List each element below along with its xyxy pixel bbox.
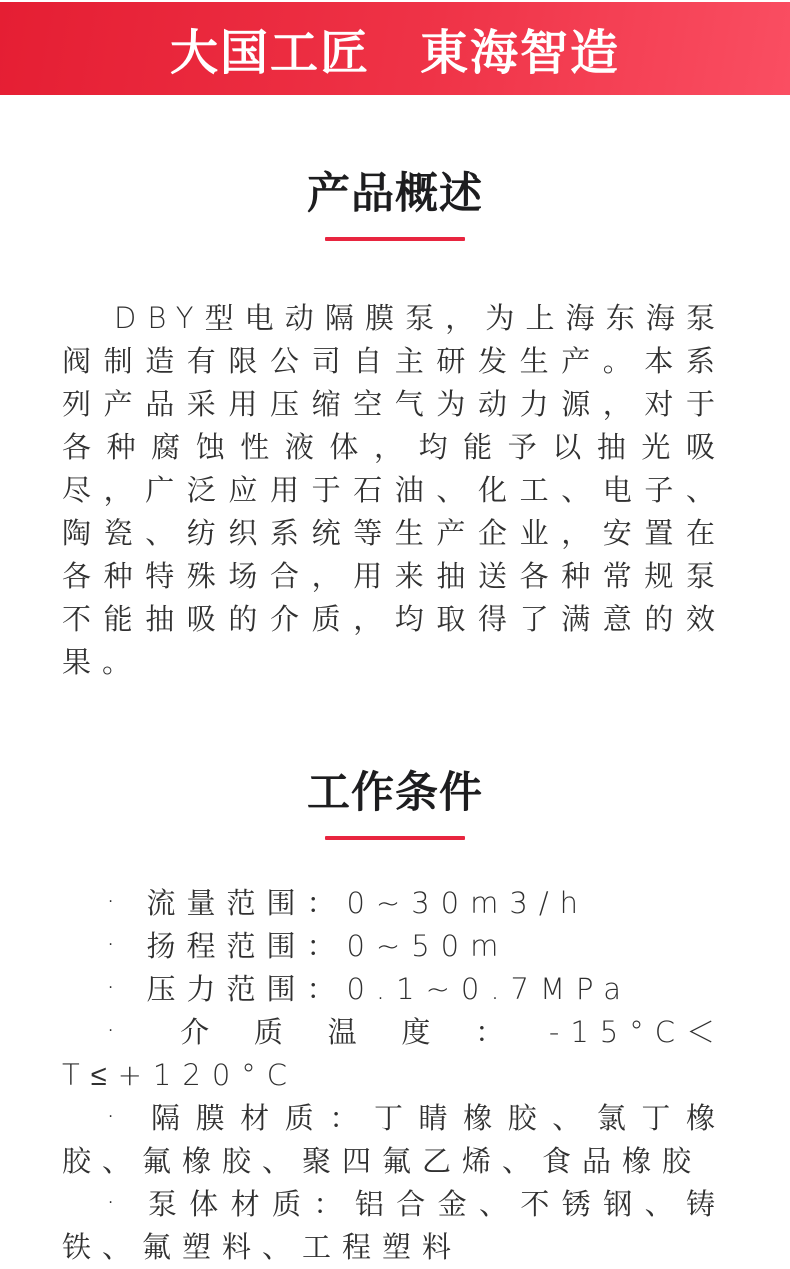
banner-title: 大国工匠 東海智造 — [169, 25, 620, 81]
condition-colon: ： — [306, 929, 347, 963]
condition-item-pressure-range — [62, 968, 726, 1011]
condition-item-diaphragm-material — [62, 1097, 726, 1183]
condition-item-pump-body-material — [62, 1183, 726, 1269]
overview-heading: 产品概述 — [307, 169, 483, 219]
condition-label: 扬程范围 — [146, 929, 307, 963]
header-banner — [0, 2, 790, 95]
condition-value: -15°C＜T≤+120°C — [62, 1015, 726, 1092]
condition-item-medium-temperature — [62, 1011, 726, 1097]
condition-item-flow-range — [62, 882, 726, 925]
bullet-icon: · — [106, 927, 127, 961]
bullet-icon: · — [106, 1013, 127, 1047]
condition-colon: ： — [306, 886, 347, 920]
condition-label: 流量范围 — [146, 886, 307, 920]
condition-label: 隔膜材质 — [151, 1101, 330, 1135]
condition-label: 压力范围 — [146, 972, 307, 1006]
bullet-icon: · — [106, 1185, 127, 1219]
bullet-icon: · — [106, 970, 127, 1004]
condition-colon: ： — [329, 1101, 374, 1135]
condition-item-head-range — [62, 925, 726, 968]
overview-paragraph: DBY型电动隔膜泵，为上海东海泵阀制造有限公司自主研发生产。本系列产品采用压缩空气为动力源，对于各种腐蚀性液体，均能予以抽光吸尽，广泛应用于石油、化工、电子、陶瓷、纺织系统等生产企业，安置在各种特殊场合，用来抽送各种常规泵不能抽吸的介质，均取得了满意的效果。 — [62, 301, 726, 679]
condition-value: 0~30m3/h — [346, 886, 589, 920]
overview-heading-underline — [325, 237, 465, 241]
work-conditions-heading: 工作条件 — [307, 768, 483, 818]
condition-value: 0~50m — [346, 929, 510, 963]
condition-colon: ： — [306, 972, 347, 1006]
work-conditions-list — [62, 882, 726, 1269]
condition-value: 0.1~0.7MPa — [346, 972, 632, 1006]
condition-value: 丁睛橡胶、氯丁橡胶、氟橡胶、聚四氟乙烯、食品橡胶 — [62, 1101, 726, 1178]
work-conditions-heading-underline — [325, 836, 465, 840]
condition-label: 泵体材质 — [147, 1187, 314, 1221]
condition-colon: ： — [313, 1187, 355, 1221]
condition-colon: ： — [475, 1015, 549, 1049]
condition-value: 铝合金、不锈钢、铸铁、氟塑料、工程塑料 — [62, 1187, 726, 1264]
bullet-icon: · — [106, 884, 127, 918]
bullet-icon: · — [106, 1099, 127, 1133]
condition-label: 介质温度 — [180, 1015, 476, 1049]
